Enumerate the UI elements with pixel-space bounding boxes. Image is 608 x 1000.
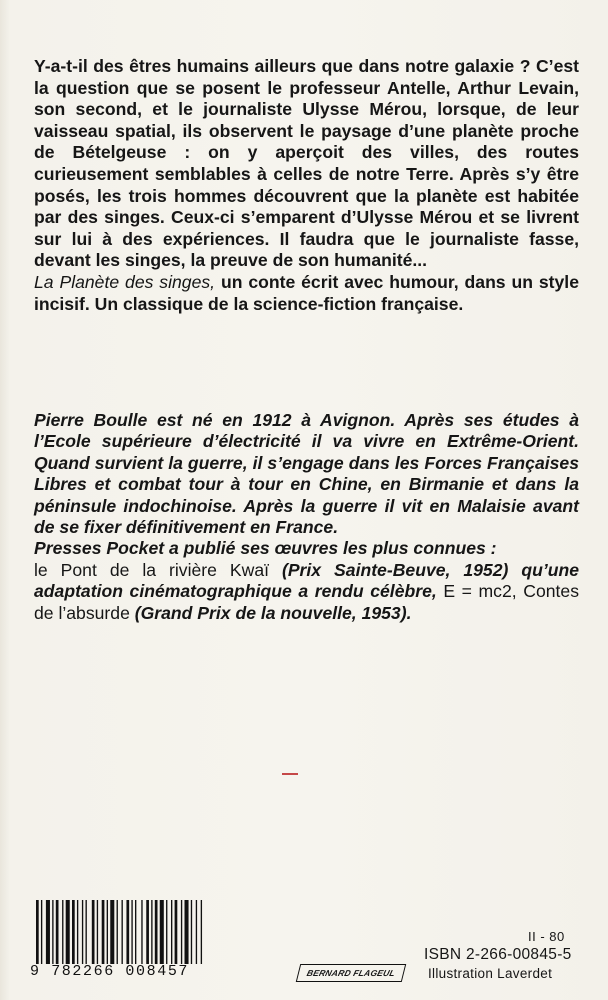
barcode-bar bbox=[110, 900, 114, 964]
barcode bbox=[30, 900, 230, 984]
barcode-bar bbox=[155, 900, 158, 964]
work-note-emc2: (Grand Prix de la nouvelle, 1953). bbox=[129, 602, 412, 623]
barcode-bar bbox=[191, 900, 192, 964]
barcode-bar bbox=[52, 900, 53, 964]
barcode-bar bbox=[56, 900, 59, 964]
barcode-bar bbox=[77, 900, 78, 964]
barcode-bar bbox=[151, 900, 152, 964]
illustration-credit: Illustration Laverdet bbox=[428, 966, 553, 981]
book-description: un conte écrit avec humour, dans un style incisif. Un classique de la science-fiction française. bbox=[34, 271, 579, 314]
barcode-bar bbox=[166, 900, 167, 964]
synopsis-text: Y-a-t-il des êtres humains ailleurs que dans notre galaxie ? C’est la question que se posent le professeur Antelle, Arthur Levain, son second, et le journaliste Ulysse Mérou, lorsque, de leur vaisseau spatial, ils observent le paysage d’une planète proche de Bételgeuse : on y aperçoit des villes, des routes curieusement semblables à celles de notre Terre. Après s’y être posés, les trois hommes découvrent que la planète est habitée par des singes. Ceux-ci s’emparent d’Ulysse Mérou et se livrent sur lui à des expériences. Il faudra que le journaliste fasse, devant les singes, la preuve de son humanité... bbox=[34, 56, 579, 271]
work-title-kwai: le Pont de la rivière Kwaï bbox=[34, 559, 269, 580]
barcode-bar bbox=[102, 900, 105, 964]
barcode-bar bbox=[126, 900, 129, 964]
barcode-bar bbox=[141, 900, 142, 964]
barcode-digits: 9 782266 008457 bbox=[30, 963, 190, 980]
barcode-bar bbox=[196, 900, 197, 964]
barcode-bar bbox=[185, 900, 189, 964]
work-note-kwai: (Prix Sainte-Beuve, 1952) qu’une adaptation cinématographique a rendu célèbre, bbox=[34, 559, 579, 602]
red-mark bbox=[282, 773, 298, 775]
barcode-bar bbox=[117, 900, 118, 964]
isbn: ISBN 2-266-00845-5 bbox=[424, 946, 572, 963]
barcode-bar bbox=[72, 900, 75, 964]
author-biography bbox=[34, 410, 579, 624]
barcode-bar bbox=[181, 900, 182, 964]
barcode-bar bbox=[82, 900, 83, 964]
designer-stamp-text: BERNARD FLAGEUL bbox=[305, 968, 397, 978]
barcode-bar bbox=[86, 900, 87, 964]
barcode-bar bbox=[41, 900, 42, 964]
work-title-emc2: E = mc2, Contes de l’absurde bbox=[34, 581, 579, 623]
bio-paragraph: Pierre Boulle est né en 1912 à Avignon. Après ses études à l’Ecole supérieure d’électricité il va vivre en Extrême-Orient. Quand survient la guerre, il s’engage dans les Forces Françaises Libres et combat tour à tour en Chine, en Birmanie et dans la péninsule indochinoise. Après la guerre il vit en Malaisie avant de se fixer définitivement en France. bbox=[34, 410, 579, 538]
barcode-bar bbox=[107, 900, 108, 964]
barcode-bar bbox=[175, 900, 178, 964]
barcode-bar bbox=[46, 900, 50, 964]
barcode-bar bbox=[122, 900, 123, 964]
book-title: La Planète des singes, bbox=[34, 271, 216, 292]
synopsis bbox=[34, 56, 579, 315]
barcode-bar bbox=[92, 900, 95, 964]
barcode-bars bbox=[34, 900, 230, 964]
publisher-intro: Presses Pocket a publié ses œuvres les plus connues : bbox=[34, 538, 497, 559]
barcode-bar bbox=[66, 900, 70, 964]
barcode-bar bbox=[171, 900, 172, 964]
barcode-bar bbox=[97, 900, 98, 964]
designer-stamp bbox=[296, 964, 406, 982]
barcode-bar bbox=[135, 900, 136, 964]
barcode-bar bbox=[62, 900, 63, 964]
price-code: II - 80 bbox=[528, 929, 565, 944]
barcode-bar bbox=[146, 900, 149, 964]
barcode-bar bbox=[131, 900, 132, 964]
barcode-bar bbox=[36, 900, 39, 964]
barcode-bar bbox=[160, 900, 164, 964]
barcode-bar bbox=[201, 900, 202, 964]
